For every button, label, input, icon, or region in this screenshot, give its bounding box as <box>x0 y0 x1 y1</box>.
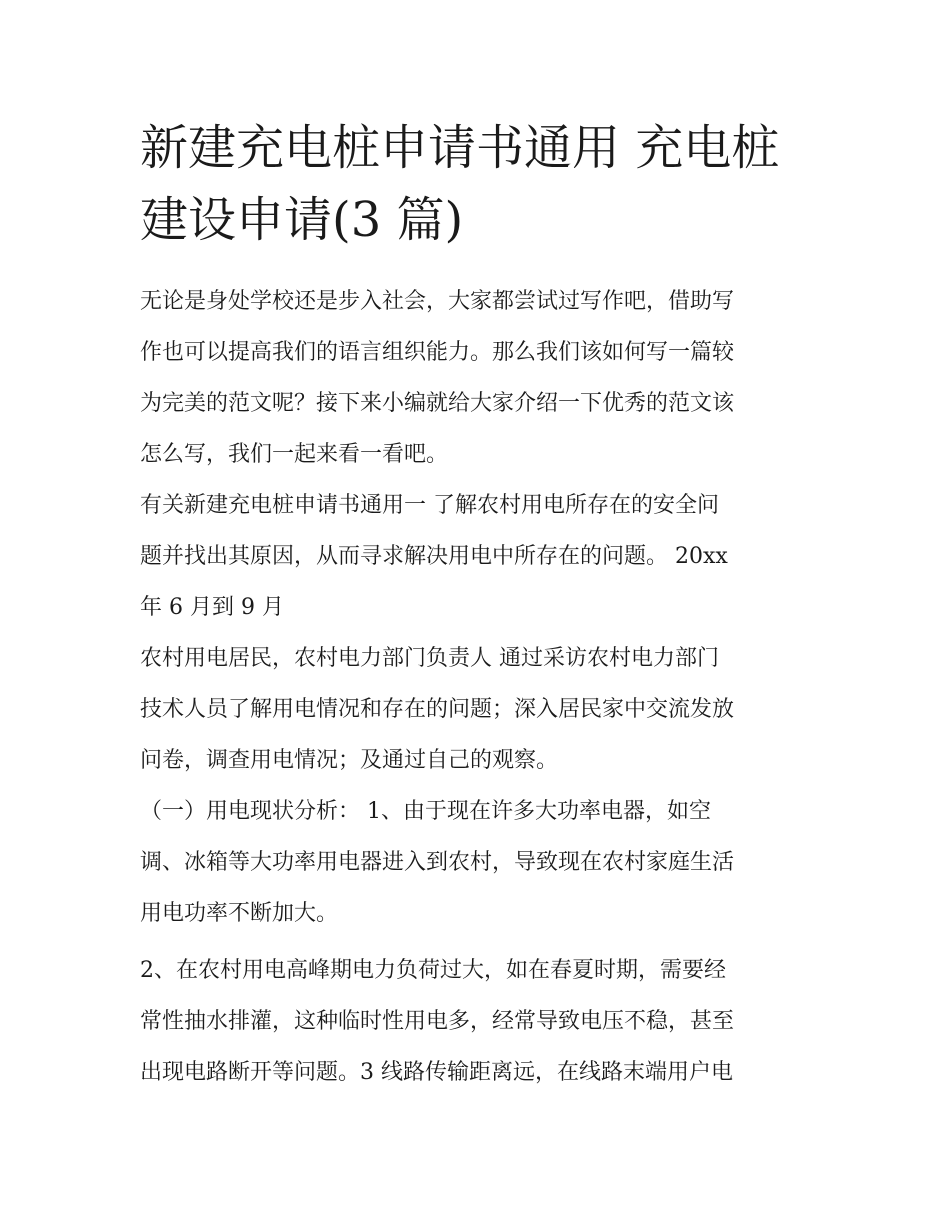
paragraph-line: 怎么写，我们一起来看一看吧。 <box>140 442 449 467</box>
paragraph-line: 问卷，调查用电情况；及通过自己的观察。 <box>140 748 559 773</box>
paragraph-line: 年 6 月到 9 月 <box>140 595 284 620</box>
paragraph-line: 技术人员了解用电情况和存在的问题；深入居民家中交流发放 <box>140 697 735 722</box>
paragraph-analysis-1 <box>140 786 820 939</box>
paragraph-line: 作也可以提高我们的语言组织能力。那么我们该如何写一篇较 <box>140 340 735 365</box>
paragraph-analysis-2 <box>140 945 820 1098</box>
paragraph-method <box>140 633 820 786</box>
paragraph-line: 调、冰箱等大功率用电器进入到农村，导致现在农村家庭生活 <box>140 850 735 875</box>
title-line-1: 新建充电桩申请书通用 充电桩 <box>140 120 780 176</box>
paragraph-line: 常性抽水排灌，这种临时性用电多，经常导致电压不稳，甚至 <box>140 1009 735 1034</box>
title-line-2: 建设申请(3 篇) <box>140 192 464 248</box>
paragraph-line: 有关新建充电桩申请书通用一 了解农村用电所存在的安全问 <box>140 493 719 518</box>
paragraph-line: 为完美的范文呢？接下来小编就给大家介绍一下优秀的范文该 <box>140 391 735 416</box>
paragraph-line: 2、在农村用电高峰期电力负荷过大，如在春夏时期，需要经 <box>140 958 726 983</box>
paragraph-line: 题并找出其原因，从而寻求解决用电中所存在的问题。 20xx <box>140 544 728 569</box>
document-content <box>140 112 820 1098</box>
document-title <box>140 112 820 256</box>
paragraph-purpose <box>140 480 820 633</box>
paragraph-line: 农村用电居民，农村电力部门负责人 通过采访农村电力部门 <box>140 646 719 671</box>
paragraph-line: （一）用电现状分析： 1、由于现在许多大功率电器，如空 <box>140 799 711 824</box>
paragraph-line: 无论是身处学校还是步入社会，大家都尝试过写作吧，借助写 <box>140 289 735 314</box>
paragraph-intro <box>140 276 820 480</box>
paragraph-line: 用电功率不断加大。 <box>140 901 339 926</box>
paragraph-line: 出现电路断开等问题。3 线路传输距离远，在线路末端用户电 <box>140 1060 733 1085</box>
